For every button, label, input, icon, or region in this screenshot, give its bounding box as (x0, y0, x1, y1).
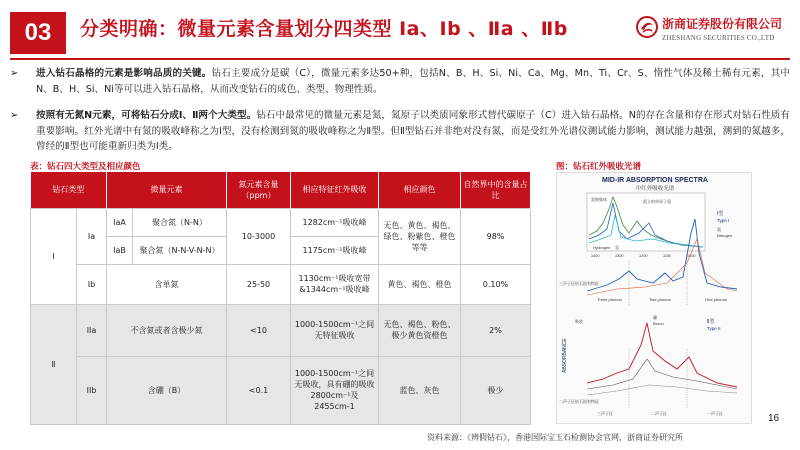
ir-spectrum-figure (556, 172, 752, 424)
cell-iab-element: 聚合氮（N-N-V-N-N） (133, 236, 227, 264)
cell-iab-label: IaB (107, 236, 133, 264)
header-absorption: 相应特征红外吸收 (291, 172, 379, 208)
cell-iib-nitrogen: <0.1 (227, 356, 291, 424)
one-phonon-label: One phonon (705, 297, 728, 302)
one-phonon-cn: 一声子区 (707, 411, 723, 416)
cell-iia-nitrogen: <10 (227, 304, 291, 356)
bullet-body: 钻石中最常见的微量元素是氮，氮原子以类质同象形式替代碳原子（C）进入钻石晶格。N的存在含量和存在形式对钻石性质有重要影响。红外光谱中有氮的吸收峰称之为Ⅰ型，没有检测到氮的吸收峰称之为Ⅱ型。但Ⅱ型钻石并非绝对没有氮，而是受红外光谱仪测试能力影响，测试能力越强，测到的氮越多，曾经的Ⅱ型也可能重新归类为Ⅰ类。 (36, 110, 790, 152)
cell-ib-absorption: 1130cm⁻¹吸收宽带&1344cm⁻¹吸收峰 (291, 264, 379, 304)
y-axis-label-cn: 吸收 (575, 319, 583, 324)
cell-type-i: Ⅰ (31, 208, 77, 304)
type2-label-en: Type II (707, 326, 721, 331)
cell-type-ia: Ia (77, 208, 107, 264)
type2-label-cn: Ⅱ型 (707, 319, 715, 325)
cell-iib-absorption: 1000-1500cm⁻¹之间无吸收，具有硼的吸收2800cm⁻¹及2455cm-1 (291, 356, 379, 424)
table-header-row (31, 172, 531, 208)
cell-iab-absorption: 1175cm⁻¹吸收峰 (291, 236, 379, 264)
label-nitrogen-agg: 氮聚集体 (591, 197, 607, 202)
table-row-iib (31, 356, 531, 424)
spectrum-subtitle: 中红外吸收光谱 (635, 186, 675, 192)
image-caption: 图：钻石红外吸收光谱 (556, 162, 642, 172)
cell-type-iib: IIb (77, 356, 107, 424)
type2-spectrum-line-3 (587, 385, 737, 395)
three-phonon-label: Three phonon (597, 297, 622, 302)
source-note: 资料来源：《辨假钻石》，香港国际宝玉石检测协会官网，浙商证券研究所 (427, 433, 683, 442)
two-phonon-label: Two phonon (649, 297, 671, 302)
cell-ib-nitrogen: 25-50 (227, 264, 291, 304)
boron-en: Boron (653, 321, 664, 326)
header-type: 钻石类型 (31, 172, 107, 208)
slide-title: 分类明确：微量元素含量划分四类型 Ⅰa、Ⅰb 、Ⅱa 、Ⅱb (80, 18, 568, 40)
tick-label: 1400 (591, 254, 600, 258)
cell-type-ii: Ⅱ (31, 304, 77, 424)
type1-label-cn: Ⅰ型 (717, 211, 724, 217)
diamond-types-table (30, 172, 531, 425)
left-note: 三声子区钻石固有特征 (559, 281, 599, 286)
table-row-iaa (31, 208, 531, 236)
y-axis-label: ABSORBANCE (562, 338, 568, 373)
page-number: 16 (768, 413, 780, 424)
cell-ia-share: 98% (461, 208, 531, 264)
cell-type-iia: IIa (77, 304, 107, 356)
three-phonon-cn: 三声子区 (597, 411, 613, 416)
logo-text-en: ZHESHANG SECURITIES CO.,LTD (662, 34, 775, 42)
logo-text-cn: 浙商证券股份有限公司 (662, 17, 783, 31)
bullet-body: 钻石主要成分是碳（C），微量元素多达50+种，包括N、B、H、Si、Ni、Ca、Mg、Mn、Ti、Cr、S、惰性气体及稀土稀有元素，其中N、B、H、Si、Ni等可以进入钻石晶格，从而改变钻石的成色、类型、物理性质。 (36, 68, 791, 95)
ir-spectrum-svg (557, 173, 753, 425)
cell-iia-absorption: 1000-1500cm⁻¹之间无特征吸收 (291, 304, 379, 356)
left-note-2: 二声子区钻石固有特征 (559, 399, 599, 404)
cell-iib-color: 蓝色、灰色 (379, 356, 461, 424)
cell-iia-color: 无色、褐色、粉色、极少黄色资橙色 (379, 304, 461, 356)
cell-ia-color: 无色、黄色、褐色、绿色、粉紫色、橙色等等 (379, 208, 461, 264)
table-caption: 表：钻石四大类型及相应颜色 (30, 162, 141, 172)
company-logo (636, 14, 796, 50)
bullet-heading: 按照有无氮N元素，可将钻石分成Ⅰ、Ⅱ两个大类型。 (36, 110, 257, 121)
header-color: 相应颜色 (379, 172, 461, 208)
cell-iib-element: 含硼（B） (107, 356, 227, 424)
cell-ib-element: 含单氮 (107, 264, 227, 304)
section-number: 03 (10, 12, 66, 54)
label-single-n: 孤立的单原子氮 (643, 199, 671, 204)
cell-iaa-element: 聚合氮（N-N） (133, 208, 227, 236)
zheshang-logo-icon (636, 16, 658, 38)
tick-label: 1100 (663, 254, 672, 258)
cell-ib-share: 0.10% (461, 264, 531, 304)
table-row-iia (31, 304, 531, 356)
header-divider (10, 58, 790, 60)
type2-spectrum-line (587, 323, 737, 387)
cell-type-ib: Ib (77, 264, 107, 304)
label-hydrogen-cn: 氢 (615, 245, 619, 250)
header-nitrogen: 氮元素含量（ppm） (227, 172, 291, 208)
nitrogen-cn: 氮 (717, 227, 721, 232)
table-row-ib (31, 264, 531, 304)
cell-iib-share: 极少 (461, 356, 531, 424)
bullet-heading: 进入钻石晶格的元素是影响品质的关键。 (36, 68, 212, 79)
nitrogen-en: Nitrogen (717, 233, 733, 238)
bullet-marker: ➢ (10, 110, 19, 121)
cell-ib-color: 黄色、褐色、橙色 (379, 264, 461, 304)
bullet-classification (10, 108, 790, 155)
type2-spectrum-line-2 (587, 359, 737, 389)
tick-label: 1000 (687, 254, 696, 258)
slide-header (0, 0, 800, 64)
label-hydrogen: Hydrogen (593, 245, 611, 250)
bullet-marker: ➢ (10, 68, 19, 79)
two-phonon-cn: 二声子区 (651, 411, 667, 416)
cell-iaa-label: IaA (107, 208, 133, 236)
cell-iaa-absorption: 1282cm⁻¹吸收峰 (291, 208, 379, 236)
bullet-trace-elements (10, 66, 790, 97)
type1-label-en: Type I (717, 218, 730, 223)
boron-cn: 硼 (653, 315, 657, 320)
header-share: 自然界中的含量占比 (461, 172, 531, 208)
tick-label: 1200 (639, 254, 648, 258)
cell-ia-nitrogen: 10-3000 (227, 208, 291, 264)
header-element: 微量元素 (107, 172, 227, 208)
spectrum-title: MID-IR ABSORPTION SPECTRA (602, 177, 708, 184)
tick-label: 1300 (615, 254, 624, 258)
cell-iia-share: 2% (461, 304, 531, 356)
upper-ticks (591, 254, 695, 258)
cell-iia-element: 不含氮或者含极少氮 (107, 304, 227, 356)
